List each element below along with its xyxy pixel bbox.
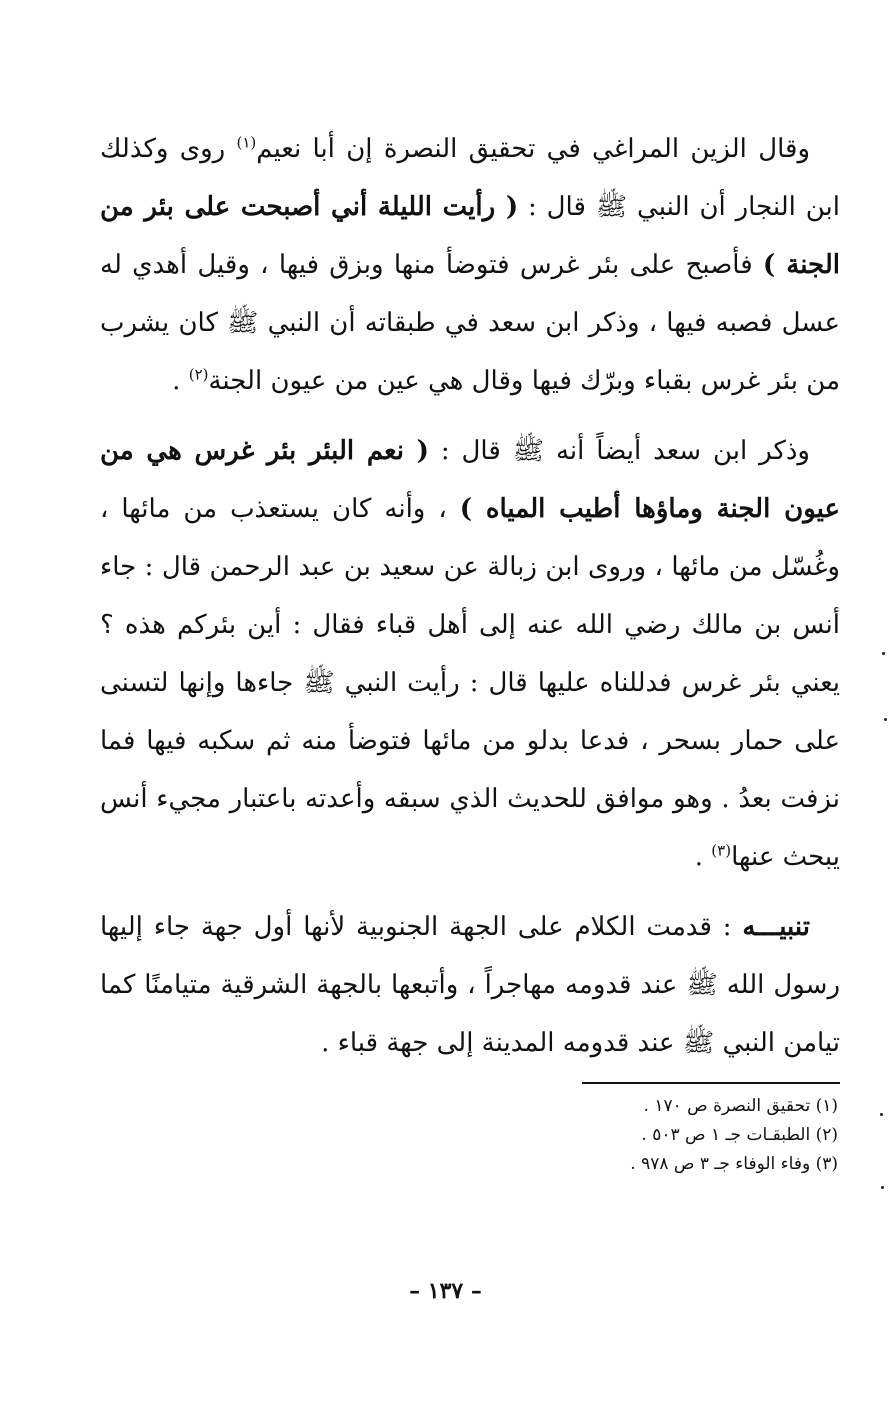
text-run: فأصبح على بئر غرس فتوضأ منها وبزق فيها ، وقيل أهدي له عسل فصبه فيها ، وذكر ابن سعد في طبقاته أن النبي ﷺ كان يشرب من بئر غرس بقباء وبرّك فيها وقال هي عين من عيون الجنة bbox=[100, 250, 840, 396]
margin-mark bbox=[881, 1186, 884, 1189]
footnotes bbox=[480, 1092, 838, 1179]
paragraph-2 bbox=[100, 422, 840, 886]
text-run: روى وكذلك ابن النجار أن النبي ﷺ قال : bbox=[100, 134, 841, 222]
footnote-divider bbox=[582, 1082, 840, 1084]
text-run: وقال الزين المراغي في تحقيق النصرة إن أبا نعيم bbox=[256, 134, 811, 164]
text-run: . bbox=[694, 842, 712, 872]
paragraph-3 bbox=[100, 898, 840, 1072]
text-run: وذكر ابن سعد أيضاً أنه ﷺ قال : bbox=[428, 436, 810, 466]
text-run: : قدمت الكلام على الجهة الجنوبية لأنها أول جهة جاء إليها رسول الله ﷺ عند قدومه مهاجراً ، وأتبعها بالجهة الشرقية متيامنًا كما تيامن النبي ﷺ عند قدومه المدينة إلى جهة قباء . bbox=[100, 912, 840, 1058]
note-heading: تنبيـــه bbox=[742, 912, 810, 942]
footnote-ref-1[interactable]: (١) bbox=[236, 133, 257, 152]
margin-mark bbox=[882, 652, 885, 655]
bold-quote: ( رأيت الليلة أني أصبحت على بئر من الجنة ) bbox=[100, 192, 840, 280]
footnote-ref-2[interactable]: (٢) bbox=[188, 365, 209, 384]
footnote-1: (١) تحقيق النصرة ص ١٧٠ . bbox=[643, 1096, 838, 1116]
margin-mark bbox=[884, 718, 887, 721]
bold-quote: ( نعم البئر بئر غرس هي من عيون الجنة وماؤها أطيب المياه ) bbox=[100, 436, 840, 524]
page-number: – ١٣٧ – bbox=[409, 1278, 482, 1304]
footnote-3: (٣) وفاء الوفاء جـ ٣ ص ٩٧٨ . bbox=[630, 1154, 838, 1174]
footnote-2: (٢) الطبقـات جـ ١ ص ٥٠٣ . bbox=[641, 1125, 838, 1145]
text-run: ، وأنه كان يستعذب من مائها ، وغُسّل من مائها ، وروى ابن زبالة عن سعيد بن عبد الرحمن قال : جاء أنس بن مالك رضي الله عنه إلى أهل قباء فقال : أين بئركم هذه ؟ يعني بئر غرس فدللناه عليها قال : رأيت النبي ﷺ جاءها وإنها لتسنى على حمار بسحر ، فدعا بدلو من مائها فتوضأ منه ثم سكبه فيها فما نزفت بعدُ . وهو موافق للحديث الذي سبقه وأعدته باعتبار مجيء أنس يبحث عنها bbox=[100, 494, 841, 872]
footnote-ref-3[interactable]: (٣) bbox=[711, 841, 732, 860]
text-run: . bbox=[172, 366, 189, 396]
main-text bbox=[100, 120, 840, 1084]
paragraph-1 bbox=[100, 120, 840, 410]
margin-mark bbox=[880, 1113, 883, 1116]
